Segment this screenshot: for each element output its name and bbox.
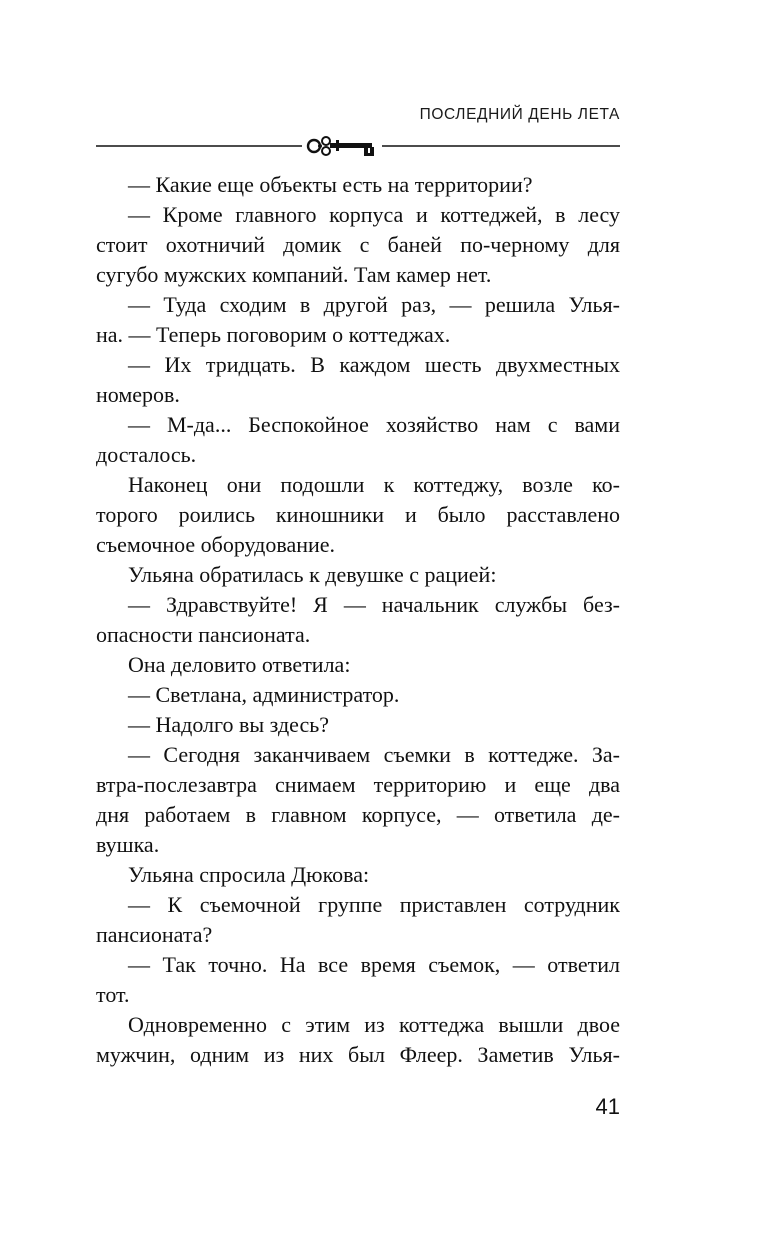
text-line: — Туда сходим в другой раз, — решила Улья- [128, 292, 620, 317]
text-line: торого роились киношники и было расставлено [96, 502, 620, 527]
text-line: пансионата? [96, 922, 213, 947]
text-line: — Кроме главного корпуса и коттеджей, в лесу [128, 202, 620, 227]
text-line: — К съемочной группе приставлен сотрудник [128, 892, 620, 917]
key-ornament-icon [96, 132, 620, 160]
text-line: — Светлана, администратор. [128, 682, 400, 707]
text-line: — Сегодня заканчиваем съемки в коттедже. За- [128, 742, 620, 767]
text-line: — Так точно. На все время съемок, — ответил [128, 952, 620, 977]
text-line: тот. [96, 982, 130, 1007]
text-line: Наконец они подошли к коттеджу, возле ко- [128, 472, 620, 497]
text-line: дня работаем в главном корпусе, — ответила де- [96, 802, 620, 827]
text-line: — Надолго вы здесь? [128, 712, 330, 737]
text-line: вушка. [96, 832, 160, 857]
text-line: Ульяна обратилась к девушке с рацией: [128, 562, 497, 587]
text-line: — Их тридцать. В каждом шесть двухместных [128, 352, 620, 377]
text-line: Ульяна спросила Дюкова: [128, 862, 370, 887]
running-head: ПОСЛЕДНИЙ ДЕНЬ ЛЕТА [419, 106, 620, 123]
text-line: — Какие еще объекты есть на территории? [128, 172, 533, 197]
text-line: сугубо мужских компаний. Там камер нет. [96, 262, 492, 287]
text-line: втра-послезавтра снимаем территорию и еще два [96, 772, 620, 797]
text-line: Она деловито ответила: [128, 652, 351, 677]
text-line: досталось. [96, 442, 197, 467]
page-number: 41 [595, 1094, 620, 1119]
text-line: номеров. [96, 382, 180, 407]
text-line: съемочное оборудование. [96, 532, 336, 557]
text-line: мужчин, одним из них был Флеер. Заметив Улья- [96, 1042, 620, 1067]
text-line: на. — Теперь поговорим о коттеджах. [96, 322, 451, 347]
text-line: — Здравствуйте! Я — начальник службы без- [128, 592, 620, 617]
text-line: опасности пансионата. [96, 622, 311, 647]
page-text [96, 170, 620, 1070]
text-line: стоит охотничий домик с баней по-черному для [96, 232, 620, 257]
text-line: — М-да... Беспокойное хозяйство нам с вами [128, 412, 620, 437]
text-line: Одновременно с этим из коттеджа вышли двое [128, 1012, 620, 1037]
